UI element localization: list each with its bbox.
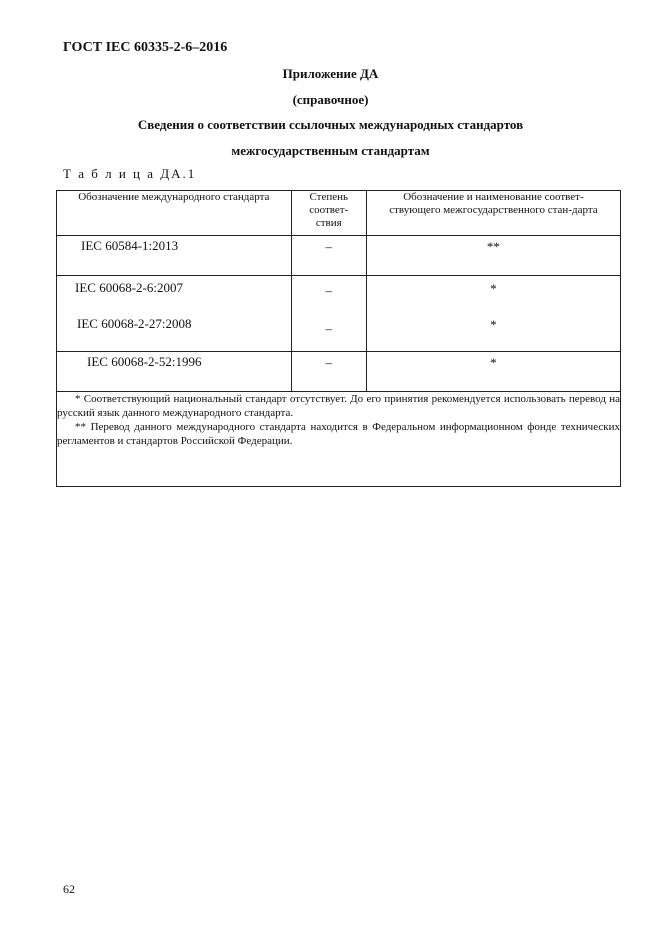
standard-designation: IEC 60068-2-6:2007 [75, 280, 183, 295]
page-number: 62 [63, 882, 75, 896]
table-row [57, 236, 621, 276]
annex-heading-line-1: Сведения о соответствии ссылочных международных стандартов [137, 117, 524, 132]
table-row [57, 352, 621, 392]
standard-designation: IEC 60068-2-52:1996 [87, 354, 202, 369]
annex-heading-line-2: межгосударственным стандартам [231, 143, 430, 158]
national-standard-cell: * [490, 281, 497, 296]
degree-cell: – [325, 321, 332, 336]
document-standard-id: ГОСТ IEC 60335-2-6–2016 [63, 40, 228, 55]
national-standard-cell: ** [366, 236, 620, 276]
annex-status: (справочное) [292, 92, 369, 107]
degree-cell: – [325, 283, 332, 298]
degree-cell: – [291, 236, 366, 276]
table-notes-row [57, 392, 621, 487]
column-header-national: Обозначение и наименование соответ-ствующего межгосударственного стан-дарта [366, 191, 620, 236]
national-standard-cell: * [490, 317, 497, 332]
annex-title: Приложение ДА [282, 66, 379, 81]
table-row [57, 276, 621, 352]
table-header-row [57, 191, 621, 236]
correspondence-table [56, 190, 621, 487]
table-note-single-asterisk: * Соответствующий национальный стандарт отсутствует. До его принятия рекомендуется использовать перевод на русский язык данного международного стандарта. [57, 393, 620, 419]
national-standard-cell: * [366, 352, 620, 392]
table-note-double-asterisk: ** Перевод данного международного стандарта находится в Федеральном информационном фонде технических регламентов и стандартов Российской Федерации. [57, 421, 620, 447]
standard-designation: IEC 60068-2-27:2008 [77, 316, 192, 331]
column-header-international: Обозначение международного стандарта [57, 191, 292, 236]
column-header-degree: Степень соответ-ствия [291, 191, 366, 236]
degree-cell: – [291, 352, 366, 392]
table-label: Т а б л и ц а ДА.1 [63, 166, 197, 181]
standard-designation: IEC 60584-1:2013 [81, 238, 179, 253]
